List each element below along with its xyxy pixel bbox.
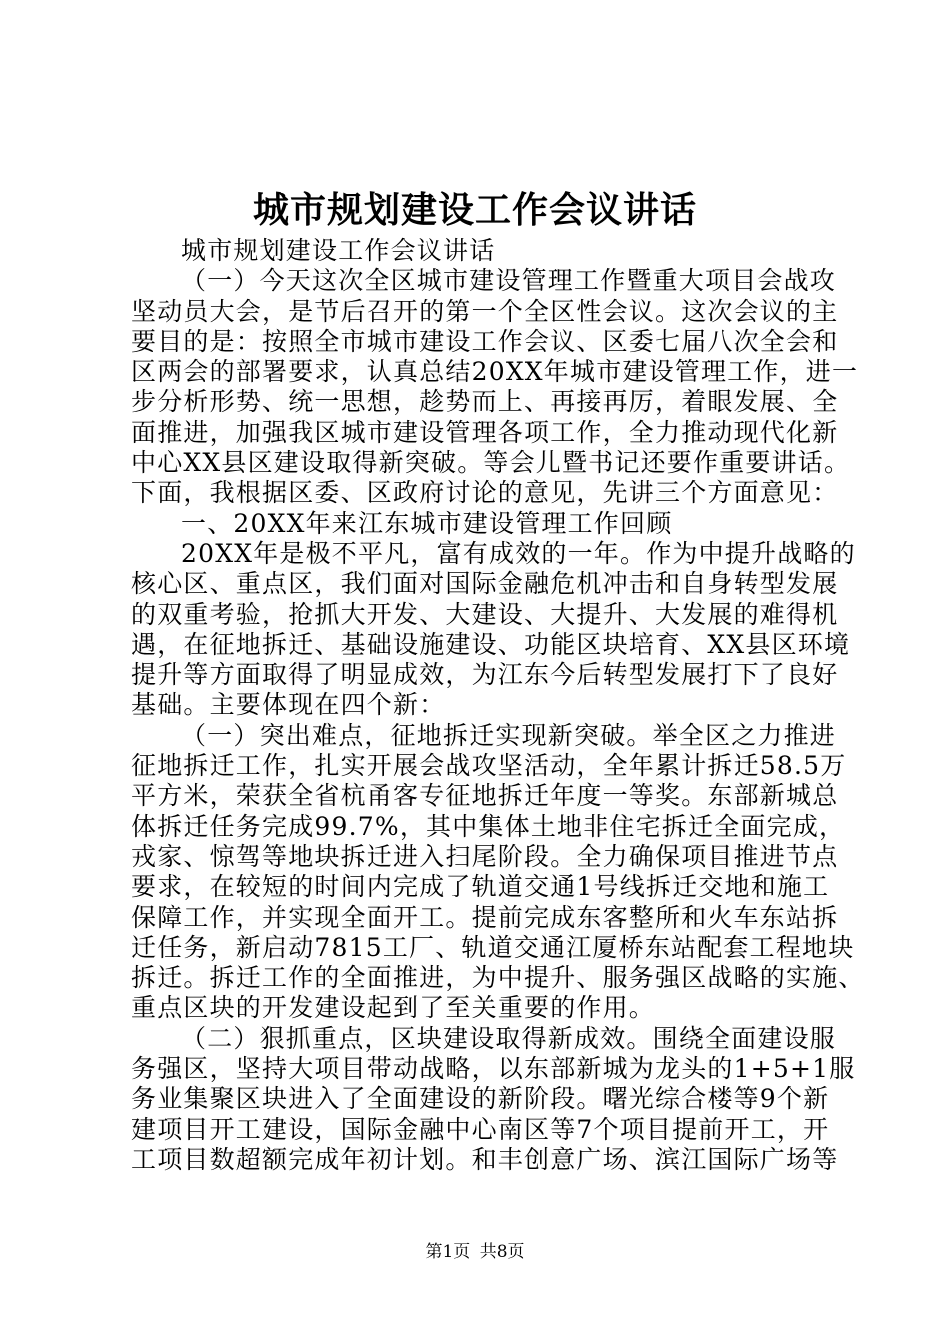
text-line: 20XX年是极不平凡，富有成效的一年。作为中提升战略的 xyxy=(181,538,856,568)
text-line: 核心区、重点区，我们面对国际金融危机冲击和自身转型发展 xyxy=(131,569,839,599)
text-line: 平方米，荣获全省杭甬客专征地拆迁年度一等奖。东部新城总 xyxy=(131,781,839,811)
text-line: 步分析形势、统一思想，趁势而上、再接再厉，着眼发展、全 xyxy=(131,387,839,417)
text-line: 工项目数超额完成年初计划。和丰创意广场、滨江国际广场等 xyxy=(131,1144,839,1174)
text-line: 提升等方面取得了明显成效，为江东今后转型发展打下了良好 xyxy=(131,660,839,690)
document-title: 城市规划建设工作会议讲话 xyxy=(252,189,697,231)
text-line: 迁任务，新启动7815工厂、轨道交通江厦桥东站配套工程地块 xyxy=(131,932,855,962)
text-line: 一、20XX年来江东城市建设管理工作回顾 xyxy=(181,508,673,538)
text-line: 坚动员大会，是节后召开的第一个全区性会议。这次会议的主 xyxy=(131,296,839,326)
text-line: 重点区块的开发建设起到了至关重要的作用。 xyxy=(131,993,656,1023)
text-line: 建项目开工建设，国际金融中心南区等7个项目提前开工，开 xyxy=(131,1114,830,1144)
text-line: 拆迁。拆迁工作的全面推进，为中提升、服务强区战略的实施、 xyxy=(131,963,865,993)
text-line: 下面，我根据区委、区政府讨论的意见，先讲三个方面意见： xyxy=(131,478,839,508)
text-line: 的双重考验，抢抓大开发、大建设、大提升、大发展的难得机 xyxy=(131,599,839,629)
text-line: 务业集聚区块进入了全面建设的新阶段。曙光综合楼等9个新 xyxy=(131,1084,830,1114)
text-line: 基础。主要体现在四个新： xyxy=(131,690,446,720)
text-line: 体拆迁任务完成99.7%，其中集体土地非住宅拆迁全面完成， xyxy=(131,811,846,841)
text-line: 中心XX县区建设取得新突破。等会儿暨书记还要作重要讲话。 xyxy=(131,448,851,478)
text-line: （二）狠抓重点，区块建设取得新成效。围绕全面建设服 xyxy=(181,1023,837,1053)
text-line: （一）今天这次全区城市建设管理工作暨重大项目会战攻 xyxy=(181,266,837,296)
document-body xyxy=(131,236,865,1175)
text-line: 保障工作，并实现全面开工。提前完成东客整所和火车东站拆 xyxy=(131,902,839,932)
page-footer xyxy=(0,1240,950,1264)
text-line: 区两会的部署要求，认真总结20XX年城市建设管理工作，进一 xyxy=(131,357,859,387)
text-line: 务强区，坚持大项目带动战略，以东部新城为龙头的1+5+1服 xyxy=(131,1054,856,1084)
text-line: 城市规划建设工作会议讲话 xyxy=(181,236,496,265)
text-line: 要求，在较短的时间内完成了轨道交通1号线拆迁交地和施工 xyxy=(131,872,830,902)
text-line: 征地拆迁工作，扎实开展会战攻坚活动，全年累计拆迁58.5万 xyxy=(131,751,847,781)
text-line: 遇，在征地拆迁、基础设施建设、功能区块培育、XX县区环境 xyxy=(131,629,851,659)
page-number-current: 第1页 xyxy=(425,1242,471,1262)
text-line: （一）突出难点，征地拆迁实现新突破。举全区之力推进 xyxy=(181,720,837,750)
text-line: 面推进，加强我区城市建设管理各项工作，全力推动现代化新 xyxy=(131,417,839,447)
text-line: 要目的是：按照全市城市建设工作会议、区委七届八次全会和 xyxy=(131,326,839,356)
text-line: 戎家、惊驾等地块拆迁进入扫尾阶段。全力确保项目推进节点 xyxy=(131,841,839,871)
page-number-total: 共8页 xyxy=(479,1242,525,1262)
